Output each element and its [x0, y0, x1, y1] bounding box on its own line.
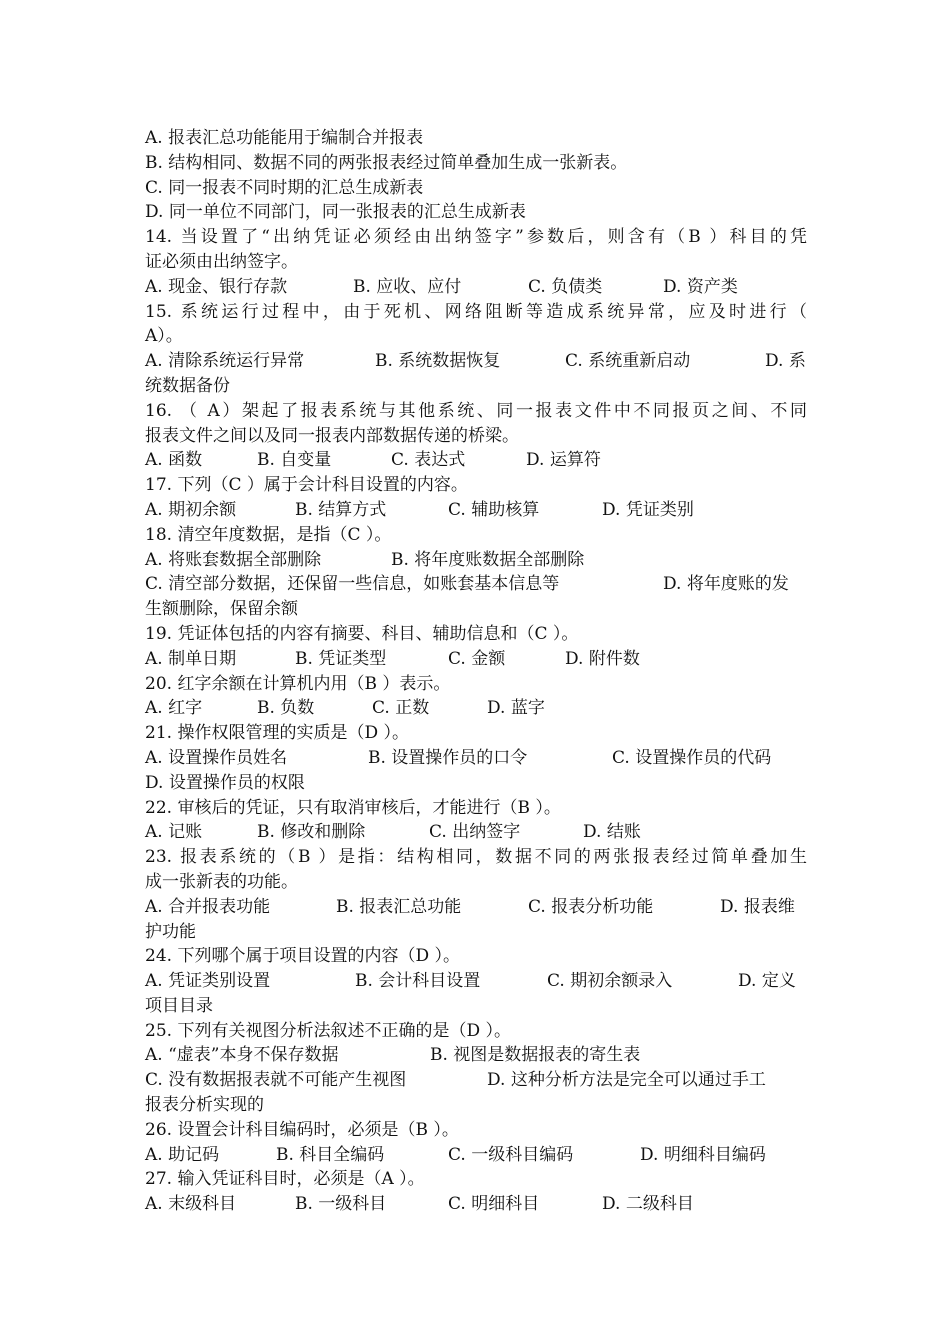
text-line: 生额删除，保留余额 [145, 599, 298, 620]
text-line: 报表文件之间以及同一报表内部数据传递的桥梁。 [145, 425, 519, 446]
option-text: A. 清除系统运行异常 [145, 351, 305, 372]
text-line: 25. 下列有关视图分析法叙述不正确的是（D ）。 [145, 1020, 511, 1041]
option-text: B. 会计科目设置 [355, 971, 481, 992]
option-text: B. 设置操作员的口令 [368, 747, 528, 768]
option-text: B. 视图是数据报表的寄生表 [430, 1045, 641, 1066]
text-line: A. 报表汇总功能能用于编制合并报表 [145, 128, 424, 148]
option-text: B. 科目全编码 [276, 1144, 385, 1165]
option-text: C. 辅助核算 [448, 499, 540, 520]
text-line: 26. 设置会计科目编码时，必须是（B ）。 [145, 1119, 459, 1140]
option-text: A. 合并报表功能 [145, 896, 271, 917]
option-row [145, 448, 807, 473]
option-text: D. 资产类 [663, 276, 738, 297]
option-text: B. 将年度账数据全部删除 [391, 549, 585, 570]
option-text: D. 这种分析方法是完全可以通过手工 [487, 1070, 766, 1091]
option-row [145, 820, 807, 845]
option-text: C. 表达式 [391, 450, 466, 471]
option-text: D. 定义 [738, 971, 796, 992]
text-line: 20. 红字余额在计算机内用（B ）表示。 [145, 673, 451, 694]
option-row [145, 572, 807, 597]
option-text: A. 助记码 [145, 1144, 220, 1165]
text-line: A）。 [145, 326, 183, 347]
option-text: C. 负债类 [528, 276, 603, 297]
text-line: 17. 下列（C ）属于会计科目设置的内容。 [145, 475, 468, 496]
option-text: C. 系统重新启动 [565, 351, 691, 372]
option-row [145, 746, 807, 771]
option-row [145, 1192, 807, 1217]
option-text: D. 二级科目 [602, 1194, 694, 1215]
text-line: 24. 下列哪个属于项目设置的内容（D ）。 [145, 946, 460, 967]
option-text: D. 报表维 [720, 896, 795, 917]
option-text: B. 系统数据恢复 [375, 351, 501, 372]
option-text: C. 报表分析功能 [528, 896, 654, 917]
option-text: B. 自变量 [257, 450, 332, 471]
option-text: B. 结算方式 [295, 499, 387, 520]
option-row [145, 1043, 807, 1068]
option-text: D. 附件数 [565, 648, 640, 669]
option-text: C. 明细科目 [448, 1194, 540, 1215]
option-text: C. 出纳签字 [429, 822, 521, 843]
option-text: C. 一级科目编码 [448, 1144, 574, 1165]
option-text: B. 一级科目 [295, 1194, 387, 1215]
option-text: D. 系 [765, 351, 806, 372]
option-row [145, 275, 807, 300]
option-text: D. 结账 [583, 822, 641, 843]
question-line: 14. 当设置了“出纳凭证必须经由出纳签字”参数后，则含有（B ）科目的凭 [145, 227, 807, 248]
option-text: A. 函数 [145, 450, 203, 471]
option-text: B. 修改和删除 [257, 822, 366, 843]
question-line: 16. （ A）架起了报表系统与其他系统、同一报表文件中不同报页之间、不同 [145, 400, 807, 421]
option-text: B. 报表汇总功能 [336, 896, 462, 917]
option-text: A. 设置操作员姓名 [145, 747, 288, 768]
option-row [145, 1068, 807, 1093]
option-text: B. 凭证类型 [295, 648, 387, 669]
option-text: C. 期初余额录入 [547, 971, 673, 992]
text-line: 统数据备份 [145, 375, 230, 396]
text-line: 护功能 [145, 921, 196, 942]
option-text: D. 蓝字 [487, 698, 545, 719]
option-text: D. 运算符 [526, 450, 601, 471]
option-text: A. 将账套数据全部删除 [145, 549, 322, 570]
option-text: A. “虚表”本身不保存数据 [145, 1045, 339, 1066]
option-row [145, 498, 807, 523]
option-row [145, 548, 807, 573]
text-line: 报表分析实现的 [145, 1095, 264, 1116]
option-text: A. 末级科目 [145, 1194, 237, 1215]
question-line: 23. 报表系统的（B ）是指：结构相同，数据不同的两张报表经过简单叠加生 [145, 847, 807, 868]
option-row [145, 647, 807, 672]
text-line: D. 同一单位不同部门，同一张报表的汇总生成新表 [145, 202, 526, 223]
option-row [145, 349, 807, 374]
text-line: D. 设置操作员的权限 [145, 772, 305, 793]
option-text: A. 期初余额 [145, 499, 237, 520]
option-text: D. 明细科目编码 [640, 1144, 766, 1165]
option-text: D. 将年度账的发 [663, 574, 789, 595]
text-line: 成一张新表的功能。 [145, 871, 298, 892]
option-text: C. 清空部分数据，还保留一些信息，如账套基本信息等 [145, 574, 560, 595]
option-text: A. 凭证类别设置 [145, 971, 271, 992]
question-line: 15. 系统运行过程中，由于死机、网络阻断等造成系统异常，应及时进行（ [145, 301, 807, 322]
option-row [145, 969, 807, 994]
option-text: C. 正数 [372, 698, 430, 719]
text-line: 21. 操作权限管理的实质是（D ）。 [145, 723, 409, 744]
text-line: 18. 清空年度数据，是指（C ）。 [145, 524, 392, 545]
text-line: 项目目录 [145, 995, 213, 1016]
option-text: D. 凭证类别 [602, 499, 694, 520]
option-row [145, 895, 807, 920]
text-line: 19. 凭证体包括的内容有摘要、科目、辅助信息和（C ）。 [145, 623, 579, 644]
option-text: C. 设置操作员的代码 [612, 747, 772, 768]
option-row [145, 696, 807, 721]
text-line: 27. 输入凭证科目时，必须是（A ）。 [145, 1169, 425, 1190]
option-text: C. 没有数据报表就不可能产生视图 [145, 1070, 407, 1091]
text-line: B. 结构相同、数据不同的两张报表经过简单叠加生成一张新表。 [145, 152, 628, 173]
option-text: A. 制单日期 [145, 648, 237, 669]
option-text: B. 应收、应付 [353, 276, 462, 297]
option-text: B. 负数 [257, 698, 315, 719]
option-text: C. 金额 [448, 648, 506, 669]
option-row [145, 1143, 807, 1168]
text-line: C. 同一报表不同时期的汇总生成新表 [145, 177, 424, 198]
document-page [145, 126, 807, 1217]
text-line: 22. 审核后的凭证，只有取消审核后，才能进行（B ）。 [145, 797, 561, 818]
option-text: A. 红字 [145, 698, 203, 719]
text-line: 证必须由出纳签字。 [145, 251, 298, 272]
option-text: A. 记账 [145, 822, 203, 843]
option-text: A. 现金、银行存款 [145, 276, 288, 297]
